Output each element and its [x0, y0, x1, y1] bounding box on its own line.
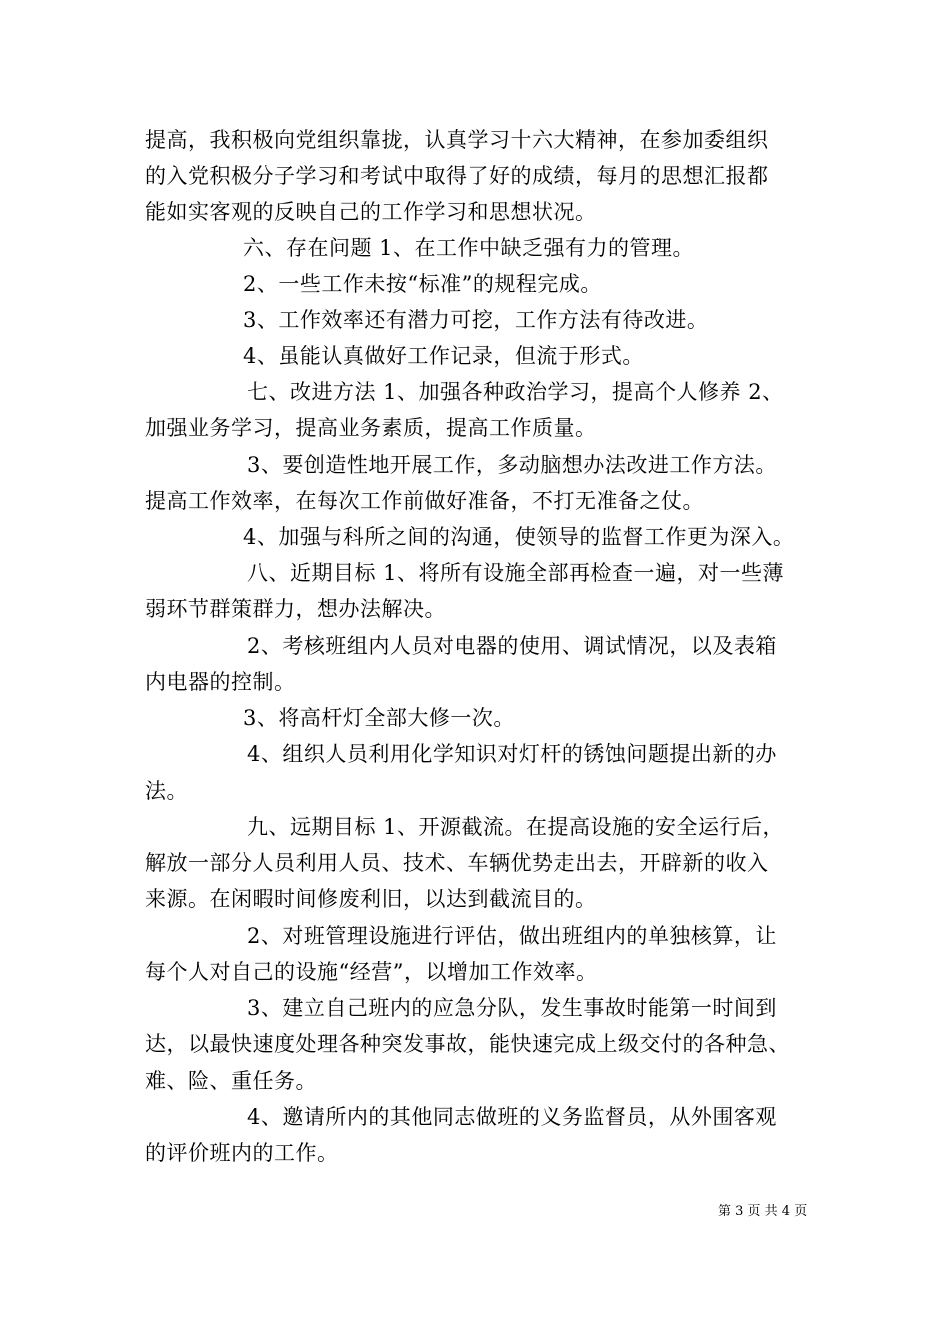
text-line: 3、将高杆灯全部大修一次。	[243, 706, 515, 730]
text-line: 的入党积极分子学习和考试中取得了好的成绩，每月的思想汇报都	[145, 164, 769, 188]
text-line: 4、组织人员利用化学知识对灯杆的锈蚀问题提出新的办	[247, 742, 777, 766]
text-line: 法。	[145, 779, 188, 803]
text-line: 每个人对自己的设施“经营”，以增加工作效率。	[145, 960, 598, 984]
text-line: 九、远期目标 1、开源截流。在提高设施的安全运行后，	[247, 815, 785, 839]
text-line: 2、考核班组内人员对电器的使用、调试情况，以及表箱	[247, 634, 777, 658]
text-line: 弱环节群策群力，想办法解决。	[145, 597, 446, 621]
text-line: 提高工作效率，在每次工作前做好准备，不打无准备之仗。	[145, 489, 704, 513]
text-line: 3、要创造性地开展工作，多动脑想办法改进工作方法。	[247, 453, 777, 477]
text-line: 3、工作效率还有潜力可挖，工作方法有待改进。	[243, 308, 709, 332]
text-line: 4、虽能认真做好工作记录，但流于形式。	[243, 344, 644, 368]
text-line: 解放一部分人员利用人员、技术、车辆优势走出去，开辟新的收入	[145, 851, 769, 875]
text-line: 来源。在闲暇时间修废利旧，以达到截流目的。	[145, 887, 597, 911]
text-line: 难、险、重任务。	[145, 1069, 317, 1093]
text-line: 4、邀请所内的其他同志做班的义务监督员，从外围客观	[247, 1105, 777, 1129]
text-line: 八、近期目标 1、将所有设施全部再检查一遍，对一些薄	[247, 561, 785, 585]
text-line: 3、建立自己班内的应急分队，发生事故时能第一时间到	[247, 996, 777, 1020]
text-line: 2、对班管理设施进行评估，做出班组内的单独核算，让	[247, 924, 777, 948]
text-line: 2、一些工作未按“标准”的规程完成。	[243, 272, 602, 296]
text-line: 能如实客观的反映自己的工作学习和思想状况。	[145, 200, 597, 224]
text-line: 加强业务学习，提高业务素质，提高工作质量。	[145, 416, 597, 440]
text-line: 内电器的控制。	[145, 670, 296, 694]
text-line: 六、存在问题 1、在工作中缺乏强有力的管理。	[243, 236, 695, 260]
text-line: 4、加强与科所之间的沟通，使领导的监督工作更为深入。	[243, 525, 795, 549]
text-line: 七、改进方法 1、加强各种政治学习，提高个人修养 2、	[247, 380, 784, 404]
page-number-footer: 第 3 页 共 4 页	[718, 1204, 808, 1219]
text-line: 提高，我积极向党组织靠拢，认真学习十六大精神，在参加委组织	[145, 128, 769, 152]
text-line: 的评价班内的工作。	[145, 1141, 339, 1165]
text-line: 达，以最快速度处理各种突发事故，能快速完成上级交付的各种急、	[145, 1032, 790, 1056]
